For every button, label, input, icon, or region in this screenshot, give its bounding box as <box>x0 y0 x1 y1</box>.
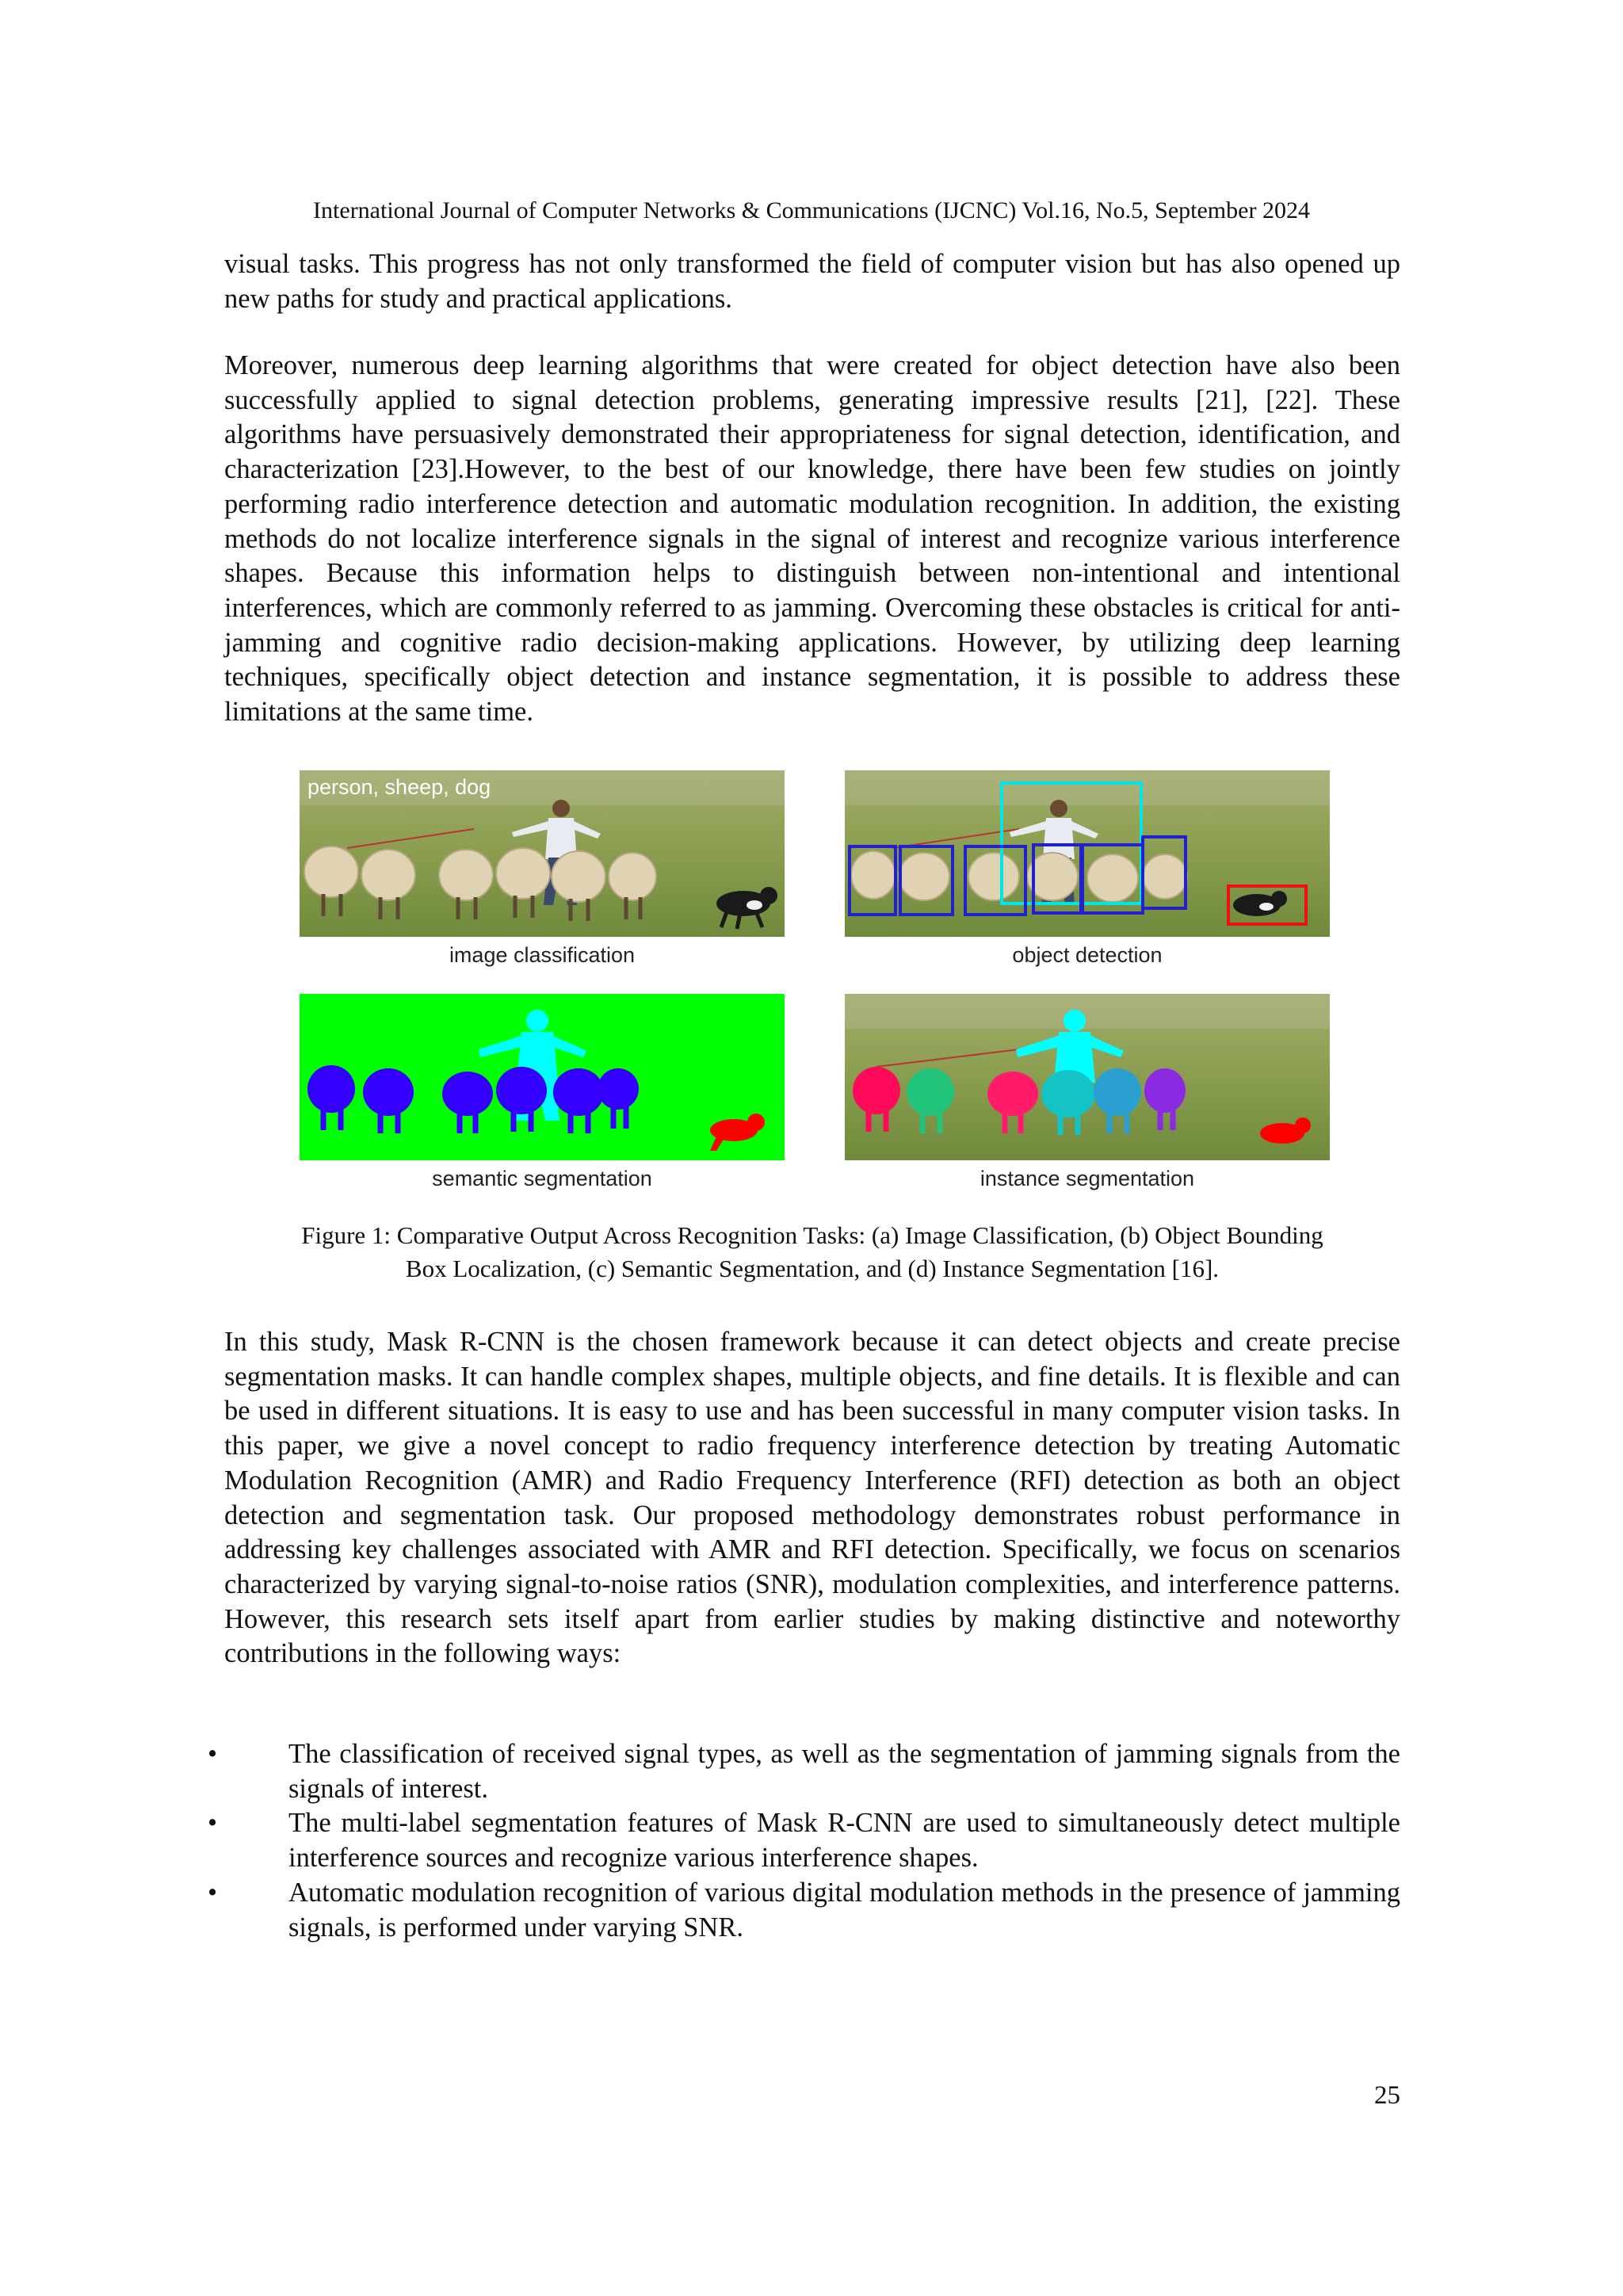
page-number: 25 <box>1374 2081 1400 2110</box>
caption-line-1: Figure 1: Comparative Output Across Recognition Tasks: (a) Image Classification, (b) Object Bounding <box>301 1221 1323 1249</box>
panel-image-classification <box>300 770 785 937</box>
instance-sheep-1 <box>853 1067 900 1114</box>
label-image-classification: image classification <box>449 943 636 967</box>
instance-sheep-2 <box>907 1068 954 1116</box>
contribution-list <box>204 1737 1400 1945</box>
list-item <box>204 1876 1400 1945</box>
running-header: International Journal of Computer Networks & Communications (IJCNC) Vol.16, No.5, September 2024 <box>313 197 1310 223</box>
list-item-text: Automatic modulation recognition of various digital modulation methods in the presence of jamming signals, is performed under varying SNR. <box>288 1877 1400 1943</box>
detection-image <box>845 770 1330 937</box>
bullet-icon: • <box>207 1808 218 1839</box>
label-object-detection: object detection <box>1012 943 1163 967</box>
bullet-icon: • <box>207 1877 218 1908</box>
panel-object-detection <box>845 770 1330 937</box>
instance-sheep-6 <box>1144 1068 1186 1113</box>
label-instance-segmentation: instance segmentation <box>980 1167 1195 1190</box>
classification-image <box>300 770 785 937</box>
instance-sheep-4 <box>1041 1070 1095 1117</box>
instance-sheep-3 <box>987 1072 1038 1116</box>
caption-line-2: Box Localization, (c) Semantic Segmentation, and (d) Instance Segmentation [16]. <box>405 1255 1220 1282</box>
list-item <box>204 1737 1400 1806</box>
label-semantic-segmentation: semantic segmentation <box>432 1167 652 1190</box>
paragraph-3: In this study, Mask R-CNN is the chosen framework because it can detect objects and create precise segmentation masks. It can handle complex shapes, multiple objects, and fine details. It is flexible and can be used in different situations. It is easy to use and has been successful in many computer vision tasks. In this paper, we give a novel concept to radio frequency interference detection by treating Automatic Modulation Recognition (AMR) and Radio Frequency Interference (RFI) detection as both an object detection and segmentation task. Our proposed methodology demonstrates robust performance in addressing key challenges associated with AMR and RFI detection. Specifically, we focus on scenarios characterized by varying signal-to-noise ratios (SNR), modulation complexities, and interference patterns. However, this research sets itself apart from earlier studies by making distinctive and noteworthy contributions in the following ways: <box>224 1327 1400 1669</box>
panel-instance-segmentation <box>845 994 1330 1160</box>
figure-caption <box>224 1219 1400 1286</box>
instance-sheep-5 <box>1094 1068 1141 1116</box>
paragraph-1: visual tasks. This progress has not only transformed the field of computer vision but has also opened up new paths for study and practical applications. <box>224 249 1400 314</box>
overlay-label: person, sheep, dog <box>307 775 491 799</box>
paragraph-2: Moreover, numerous deep learning algorithms that were created for object detection have also been successfully applied to signal detection problems, generating impressive results [21], [22]. These algorithms have persuasively demonstrated their appropriateness for signal detection, identification, and characterization [23].However, to the best of our knowledge, there have been few studies on jointly performing radio interference detection and automatic modulation recognition. In addition, the existing methods do not localize interference signals in the signal of interest and recognize various interference shapes. Because this information helps to distinguish between non-intentional and intentional interferences, which are commonly referred to as jamming. Overcoming these obstacles is critical for anti-jamming and cognitive radio decision-making applications. However, by utilizing deep learning techniques, specifically object detection and instance segmentation, it is possible to address these limitations at the same time. <box>224 350 1400 728</box>
list-item-text: The multi-label segmentation features of Mask R-CNN are used to simultaneously detect multiple interference sources and recognize various interference shapes. <box>288 1808 1400 1874</box>
semantic-image <box>300 994 785 1160</box>
panel-semantic-segmentation <box>300 994 785 1160</box>
list-item <box>204 1806 1400 1875</box>
list-item-text: The classification of received signal types, as well as the segmentation of jamming signals from the signals of interest. <box>288 1739 1400 1804</box>
figure-1 <box>300 770 1330 1190</box>
bullet-icon: • <box>207 1739 218 1769</box>
instance-image <box>845 994 1330 1160</box>
